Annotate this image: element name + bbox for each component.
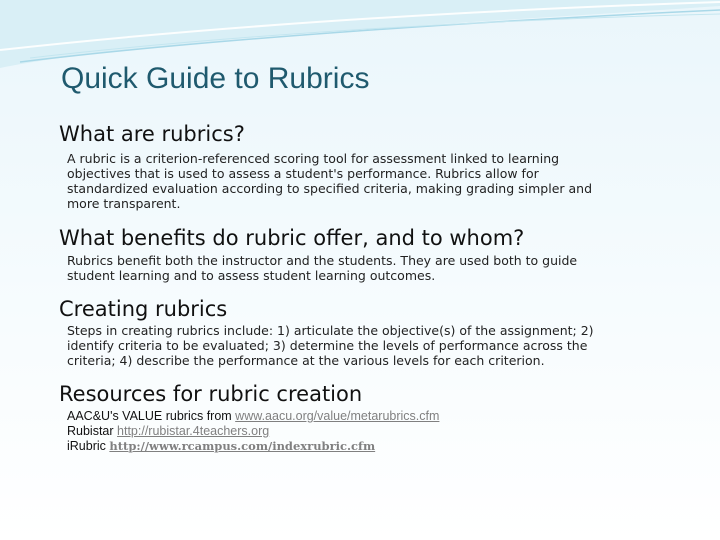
section-body-benefits — [67, 253, 577, 283]
resource-label: Rubistar — [67, 424, 118, 438]
section-heading-what-are-rubrics: What are rubrics? — [59, 122, 245, 146]
body-line: Steps in creating rubrics include: 1) articulate the objective(s) of the assignment; 2) — [67, 323, 594, 338]
body-line: standardized evaluation according to specified criteria, making grading simpler and — [67, 181, 593, 196]
body-line: Rubrics benefit both the instructor and the students. They are used both to guide — [67, 253, 578, 268]
body-line: student learning and to assess student learning outcomes. — [67, 268, 436, 283]
resource-irubric — [67, 439, 375, 453]
resource-rubistar — [67, 424, 269, 438]
body-line: identify criteria to be evaluated; 3) determine the levels of performance across the — [67, 338, 588, 353]
section-heading-creating-rubrics: Creating rubrics — [59, 297, 228, 321]
body-line: A rubric is a criterion-referenced scoring tool for assessment linked to learning — [67, 151, 560, 166]
resource-label: iRubric — [67, 439, 110, 453]
body-line: objectives that is used to assess a student's performance. Rubrics allow for — [67, 166, 539, 181]
header-swoosh-decoration — [0, 0, 720, 120]
body-line: more transparent. — [67, 196, 181, 211]
section-heading-benefits: What benefits do rubric offer, and to whom? — [59, 226, 525, 250]
body-line: criteria; 4) describe the performance at the various levels for each criterion. — [67, 353, 545, 368]
irubric-link[interactable]: http://www.rcampus.com/indexrubric.cfm — [109, 439, 376, 453]
resource-label: AAC&U's VALUE rubrics from — [67, 409, 236, 423]
resource-aacu — [67, 409, 439, 423]
slide-title: Quick Guide to Rubrics — [61, 62, 370, 95]
section-body-creating-rubrics — [67, 323, 594, 368]
section-heading-resources: Resources for rubric creation — [59, 382, 363, 406]
aacu-link[interactable]: www.aacu.org/value/metarubrics.cfm — [235, 409, 440, 423]
rubistar-link[interactable]: http://rubistar.4teachers.org — [117, 424, 270, 438]
section-body-what-are-rubrics — [67, 151, 592, 211]
